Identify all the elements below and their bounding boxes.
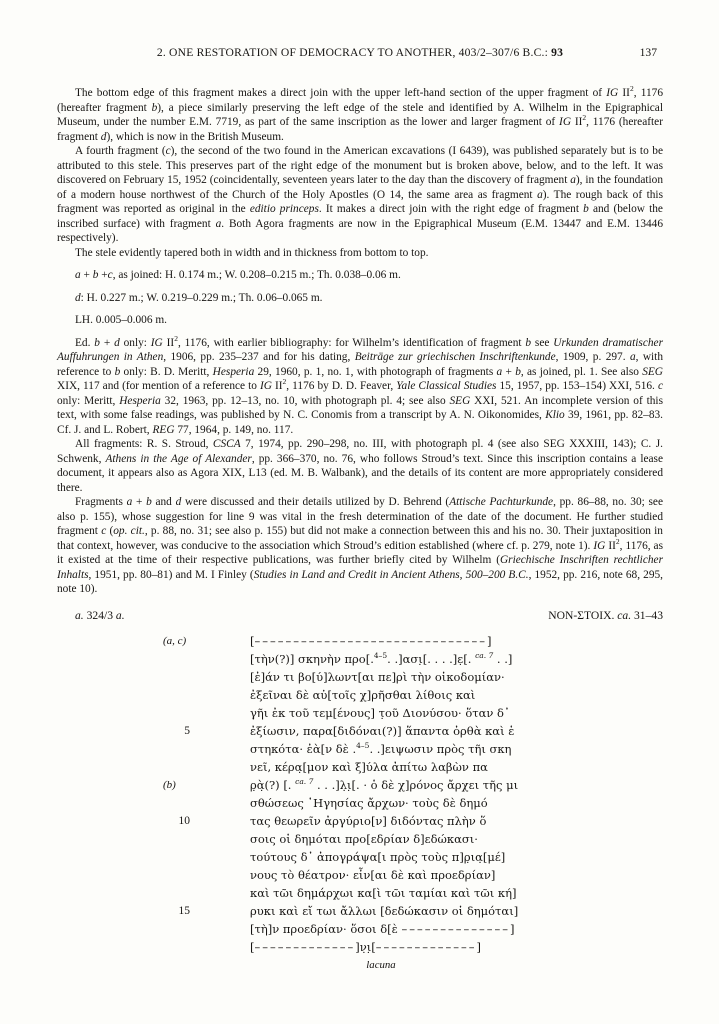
text-segment: –––––––––––––––––––––––––––––– (254, 633, 487, 648)
greek-line (57, 705, 663, 723)
greek-line-text (250, 922, 514, 936)
text-segment: see (531, 336, 554, 349)
text-segment: ca. (617, 608, 632, 622)
text-segment: , p. 88, no. 31; see also p. 155) but did not make a connection between this and his no. 30. Their juxtaposition in that context, however, was conducive to the association which Stroud’s edition established (where cf. p. 279, note 1). (57, 525, 663, 552)
text-segment: Urkunden dramatischer Auffuhrungen in Athen (57, 336, 663, 363)
text-segment: 2 (282, 377, 287, 387)
greek-line (57, 813, 663, 831)
text-segment: b (583, 203, 589, 215)
greek-line (57, 633, 663, 651)
text-segment: d (175, 496, 182, 508)
text-segment: were discussed and their details utilized by D. Behrend ( (181, 496, 450, 508)
text-segment: , pp. 366–370, no. 76, who follows Stroud’s text. Since this inscription contains a lease document, it appears also as Agora XIX, L13 (ed. M. B. Walbank), and the details of its content are more appropriately considered there. (57, 452, 663, 494)
text-segment: A fourth fragment ( (75, 145, 166, 157)
lacuna-note: lacuna (366, 958, 396, 971)
text-segment: . Both Agora fragments are now in the Epigraphical Museum (E.M. 13447 and E.M. 13446 respectively). (57, 217, 664, 244)
text-segment: Griechische Inschriften rechtlicher Inhalts (57, 554, 663, 581)
text-segment: b (525, 336, 532, 349)
text-segment: , with reference to (57, 351, 664, 378)
text-segment: Studies in Land and Credit in Ancient Athens, 500–200 B.C. (253, 568, 529, 581)
paragraph-fourth-fragment (57, 144, 663, 246)
text-segment: ] (487, 633, 492, 648)
text-segment: NON-ΣΤΟΙΧ. (548, 608, 618, 622)
text-segment: [τὴν(?)] σκηνὴν προ[. (250, 651, 374, 666)
text-segment: + (132, 496, 147, 508)
text-segment: –––––––––––––– (401, 921, 510, 936)
text-segment: ρυκι καὶ εἴ τωι ἄλλωι [δεδώκασιν οἱ δημόται] (250, 903, 519, 918)
measurement-letter-height (57, 313, 663, 328)
text-segment: 39, 1961, pp. 82–83. Cf. J. and L. Robert, (57, 409, 664, 436)
text-segment: b (94, 336, 100, 349)
measurement-joined (57, 268, 663, 283)
text-segment: b (92, 269, 99, 281)
text-segment: , 1951, pp. 80–81) and M. I Finley ( (88, 568, 254, 581)
text-segment: op. cit. (113, 525, 145, 537)
layout-note (548, 609, 663, 622)
text-segment: IG (559, 116, 572, 128)
text-segment: Attische Pachturkunde (449, 496, 554, 508)
paragraph-all-fragments (57, 437, 663, 495)
text-segment: Beiträge zur griechischen Inschriftenkunde (354, 351, 556, 363)
text-segment: [τὴ]ν προεδρίαν· ὅσοι δ[ὲ (250, 921, 402, 936)
text-segment: CSCA (212, 438, 241, 450)
greek-line-text (250, 634, 492, 648)
text-segment: ), a piece similarly preserving the left edge of the stele and identified by A. Wilhelm in the Epigraphical Museum, under the number E.M. 7719, as part of the same inscription as the lower and larger fragment of (57, 101, 663, 128)
text-segment: καὶ τῶι δημάρχωι κα[ὶ τῶι ταμίαι καὶ τῶι κή] (250, 885, 517, 900)
running-title (57, 46, 663, 59)
text-segment: ἐξεῖναι δὲ αὐ[τοῖς χ]ρῆσθαι λίθοις καὶ (250, 687, 476, 702)
text-segment: 2. ONE RESTORATION OF DEMOCRACY TO ANOTHER, 403/2–307/6 B.C.: (156, 46, 552, 59)
text-segment: ]ν̣ι̣[ (355, 939, 376, 954)
text-segment: Athens in the Age of Alexander (105, 452, 252, 465)
text-segment: Hesperia (119, 394, 161, 407)
text-segment: + (99, 336, 115, 349)
text-segment: IG (593, 539, 606, 552)
text-segment: II (162, 336, 175, 349)
greek-line (57, 651, 663, 669)
text-segment: + (80, 269, 93, 281)
inscription-block (57, 633, 663, 957)
greek-line (57, 795, 663, 813)
greek-line (57, 885, 663, 903)
text-segment: XXI, 521. An incomplete version of this text, with some false readings, was published by N. C. Conomis from a transcript by A. N. Oikonomides, (57, 394, 663, 421)
text-segment: + (98, 269, 108, 281)
text-segment: IG (259, 380, 272, 392)
text-segment: Ed. (75, 336, 95, 349)
text-segment: 29, 1960, p. 1, no. 1, with photograph of fragments (254, 365, 497, 378)
paragraph-editions (57, 333, 664, 438)
text-segment: a (537, 188, 543, 201)
text-segment: ––––––––––––– (375, 939, 477, 954)
greek-line-text (250, 868, 495, 882)
text-segment: c (165, 145, 171, 157)
text-segment: c (107, 269, 113, 281)
text-segment: b (515, 365, 521, 378)
text-segment: , 1176 (hereafter fragment (57, 116, 663, 143)
text-segment: Yale Classical Studies (396, 380, 497, 392)
text-segment: νεῖ, κέρα̣[μον καὶ ξ]ύλα ἀπίτω λαβὼν πα (250, 759, 488, 774)
text-segment: c (101, 525, 107, 537)
text-segment: II (271, 380, 283, 392)
text-segment: All fragments: R. S. Stroud, (75, 438, 213, 450)
text-segment: ca. 7 (295, 776, 314, 786)
text-segment: II (571, 116, 583, 128)
text-segment: editio princeps (249, 203, 319, 215)
text-segment: τας θεωρεῖν ἀργύριο[ν] διδόντας πλὴν ὅ (250, 813, 487, 828)
text-segment: ἐξίωσιν, παρα[διδόναι(?)] ἅπαντα ὀρθὰ καὶ ἑ (250, 723, 515, 738)
text-segment: 4–5 (356, 740, 370, 750)
text-segment: a. (75, 608, 84, 622)
text-segment: The bottom edge of this fragment makes a direct join with the upper left-hand section of the upper fragment of (75, 87, 607, 99)
greek-line (57, 687, 663, 705)
fragment-label: (a, c) (163, 634, 187, 647)
page-body (57, 86, 663, 971)
greek-line (57, 849, 663, 867)
text-segment: 31–43 (631, 608, 663, 622)
text-segment: 93 (551, 46, 564, 59)
text-segment: only: Meritt, (57, 394, 120, 407)
line-number: 5 (184, 724, 190, 737)
greek-line-text (250, 688, 475, 702)
line-number: 15 (178, 904, 190, 917)
text-segment: . .]ειψωσιν πρὸς τῆι σκη (369, 741, 512, 756)
text-segment: 7, 1974, pp. 290–298, no. III, with photograph pl. 4 (see also SEG XXXIII, 143); C. J. Schwenk, (57, 438, 663, 465)
text-segment: a (215, 217, 222, 230)
text-segment: τούτους δ᾽ ἀπογράψα[ι πρὸς τοὺς π]ρ̣ια̣[μέ] (250, 849, 506, 864)
page-number: 137 (639, 46, 657, 59)
text-segment: b (146, 496, 152, 508)
text-segment: b (151, 101, 158, 114)
text-segment: 2 (582, 113, 587, 123)
text-segment: 4–5 (373, 650, 388, 660)
greek-line (57, 903, 663, 921)
text-segment: a (629, 351, 636, 363)
greek-line-text (250, 850, 505, 864)
text-segment: II (605, 539, 616, 552)
text-segment: ), the second of the two found in the American excavations (I 6439), was published separately but is to be attributed to this stele. This preserves part of the right edge of the monument but is broken above, below, and to the left. It was discovered on February 15, 1952 (coincidentally, seventeen years later to the day than the discovery of fragment (57, 145, 663, 186)
text-segment: 15, 1957, pp. 153–154) XXI, 516. (496, 380, 658, 392)
greek-line (57, 867, 663, 885)
apparatus-line (57, 609, 663, 622)
measurement-fragment-d (57, 291, 663, 306)
greek-line (57, 831, 663, 849)
text-segment: στηκότα· ἐὰ[ν δὲ . (250, 741, 357, 756)
greek-line-text (250, 706, 510, 720)
paragraph-stele (57, 246, 663, 261)
text-segment: IG (606, 87, 619, 99)
inscription-date (75, 609, 125, 622)
text-segment: SEG (642, 365, 663, 378)
greek-line-text (250, 886, 516, 900)
text-segment: only: B. D. Meritt, (120, 365, 213, 378)
text-segment: LH. 0.005–0.006 m. (75, 314, 168, 326)
greek-line (57, 777, 663, 795)
text-segment: σθώσεως ῾Ηγησίας ἄρχων· τοὺς δὲ δημό (250, 795, 488, 810)
greek-line (57, 939, 663, 957)
text-segment: and (151, 496, 176, 508)
text-segment: SEG (449, 394, 471, 407)
text-segment: γῆι ἐκ τοῦ τεμ[ένους] τ̣οῦ Διονύσου· ὅταν δ᾽ (250, 705, 510, 720)
text-segment: 32, 1963, pp. 12–13, no. 10, with photograph pl. 4; see also (160, 394, 450, 407)
text-segment: a (496, 365, 503, 378)
text-segment: : H. 0.227 m.; W. 0.219–0.229 m.; Th. 0.06–0.065 m. (80, 291, 323, 304)
text-segment: 2 (615, 536, 620, 546)
greek-line-text (250, 724, 514, 738)
line-number: 10 (178, 814, 190, 827)
text-segment: . . .]λ̣ι̣[. · ὁ δὲ χ]ρόνος ἄρχει τῆς μι (313, 777, 519, 792)
text-segment: 77, 1964, p. 149, no. 117. (174, 423, 294, 436)
text-segment: ––––––––––––– (254, 939, 356, 954)
paragraph-fragments-discussion (57, 495, 663, 597)
greek-line-text (250, 760, 488, 774)
text-segment: , 1176, as it existed at the time of their respective publications, was further briefly cited by Wilhelm ( (57, 539, 663, 566)
text-segment: 2 (629, 84, 634, 94)
greek-line (57, 741, 663, 759)
greek-line-text (250, 652, 512, 666)
greek-line-text (250, 778, 518, 792)
text-segment: ), in the foundation of a modern house northwest of the Church of the Holy Apostles (O 14, the same area as fragment (57, 174, 664, 201)
text-segment: , pp. 86–88, no. 30; see also p. 155), whose suggestion for line 9 was vital in the fresh determination of the date of the document. He further studied fragment (57, 496, 663, 537)
text-segment: , 1906, pp. 235–237 and for his dating, (163, 351, 355, 363)
greek-line (57, 759, 663, 777)
text-segment: ] (509, 921, 515, 936)
text-segment: ). The rough back of this fragment was reported as original in the (57, 188, 663, 215)
text-segment: . It makes a direct join with the right edge of fragment (318, 203, 584, 215)
text-segment: d (114, 336, 120, 349)
text-segment: . .]ασι̣[. . . .]ε̣[. (387, 651, 476, 666)
greek-line-text (250, 670, 505, 684)
text-segment: d (75, 291, 81, 304)
text-segment: , 1176 (hereafter fragment (57, 87, 663, 114)
greek-line-text (250, 940, 481, 954)
text-segment: b (114, 365, 121, 378)
text-segment: [ (250, 939, 255, 954)
text-segment: ] (476, 939, 481, 954)
text-segment: ), which is now in the British Museum. (106, 130, 284, 143)
text-segment: XIX, 117 and (for mention of a reference to (57, 380, 260, 392)
text-segment: a (126, 496, 133, 508)
greek-line-text (250, 814, 486, 828)
text-segment: Fragments (75, 496, 127, 508)
text-segment: 2 (174, 333, 178, 343)
text-segment: , as joined, pl. 1. See also (520, 365, 643, 378)
greek-line (57, 723, 663, 741)
text-segment: 324/3 (83, 608, 116, 622)
text-segment: . .] (493, 651, 513, 666)
text-segment: ρ̣ὰ̣(?) [. (250, 777, 296, 792)
text-segment: d (100, 130, 107, 143)
text-segment: c (657, 380, 663, 392)
text-segment: , as joined: H. 0.174 m.; W. 0.208–0.215 m.; Th. 0.038–0.06 m. (112, 269, 401, 281)
text-segment: [ἐ]άν τι βο[ύ]λωντ[αι πε]ρὶ τὴν οἰκοδομίαν· (250, 669, 505, 684)
text-segment: ( (106, 525, 114, 537)
greek-line (57, 669, 663, 687)
text-segment: a (75, 269, 81, 281)
greek-line (57, 921, 663, 939)
text-segment: a (570, 174, 576, 186)
text-segment: Hesperia (212, 365, 255, 378)
greek-line-text (250, 742, 511, 756)
text-segment: only: (119, 336, 151, 349)
text-segment: and (below the inscribed surface) with fragment (57, 203, 663, 230)
paragraph-intro (57, 86, 663, 144)
text-segment: , 1909, p. 297. (555, 351, 630, 363)
text-segment: II (618, 87, 630, 99)
text-segment: REG (152, 423, 175, 436)
text-segment: [ (250, 633, 255, 648)
text-segment: The stele evidently tapered both in width and in thickness from bottom to top. (75, 246, 429, 259)
fragment-label: (b) (163, 778, 176, 791)
greek-line-text (250, 832, 478, 846)
text-segment: ca. 7 (475, 650, 494, 660)
text-segment: , 1176, with earlier bibliography: for Wilhelm’s identification of fragment (177, 336, 526, 349)
text-segment: a. (115, 608, 125, 622)
text-segment: Klio (545, 409, 565, 421)
text-segment: νους τὸ θέατρον· εἶν[αι δὲ καὶ προεδρίαν] (250, 867, 496, 882)
text-segment: , 1176 by D. D. Feaver, (286, 380, 397, 392)
greek-line-text (250, 904, 518, 918)
text-segment: IG (150, 336, 163, 349)
text-segment: σοις οἱ δημόται προ[εδρίαν δ]εδώκασι· (250, 831, 478, 846)
greek-line-text (250, 796, 488, 810)
text-segment: + (502, 365, 516, 378)
text-segment: , 1952, pp. 216, note 68, 295, note 10). (57, 568, 663, 595)
page-header (57, 46, 663, 59)
